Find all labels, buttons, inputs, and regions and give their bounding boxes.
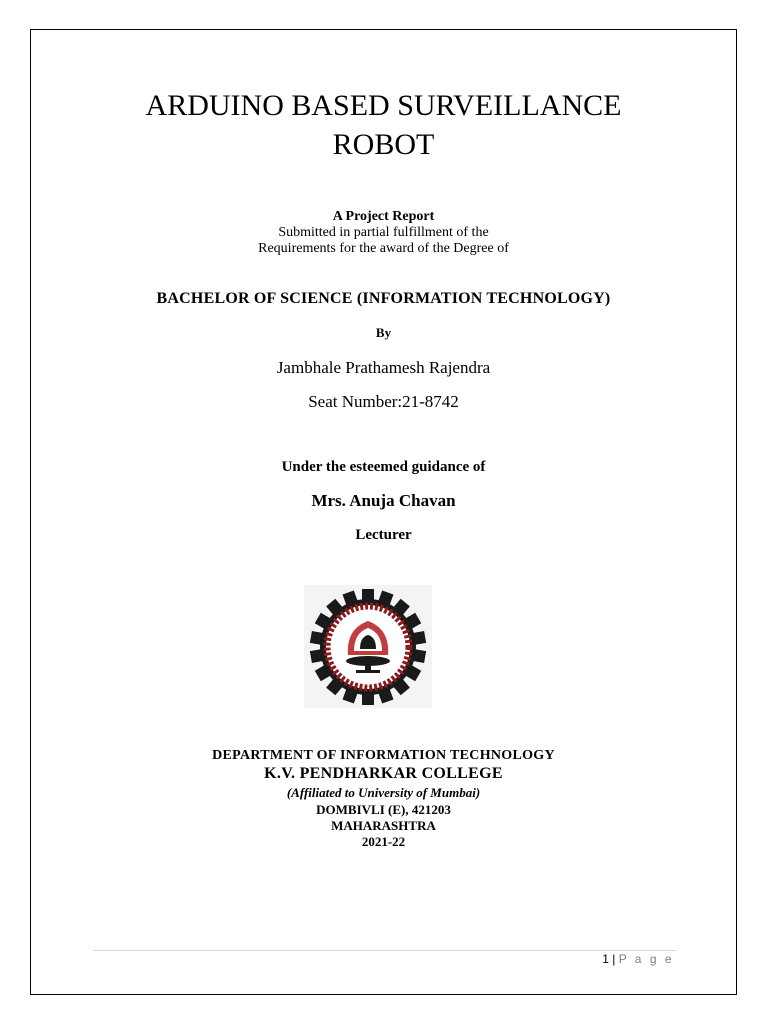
guide-role: Lecturer: [355, 527, 412, 543]
guide-name: Mrs. Anuja Chavan: [311, 491, 456, 510]
college-emblem-icon: [304, 585, 432, 708]
guidance-label: Under the esteemed guidance of: [281, 459, 486, 475]
report-type: A Project Report: [332, 209, 435, 224]
academic-year: 2021-22: [361, 834, 406, 849]
submission-line-2: Requirements for the award of the Degree of: [258, 241, 509, 256]
page-word: P a g e: [618, 952, 674, 966]
by-label: By: [375, 325, 392, 340]
seat-number: Seat Number:21-8742: [308, 392, 459, 411]
submission-line-1: Submitted in partial fulfillment of the: [278, 225, 489, 240]
page-footer: [602, 952, 674, 966]
address-line-1: DOMBIVLI (E), 421203: [316, 802, 451, 817]
page-number: 1: [602, 952, 609, 966]
page-separator: |: [612, 952, 616, 966]
department-name: DEPARTMENT OF INFORMATION TECHNOLOGY: [212, 748, 555, 763]
student-name: Jambhale Prathamesh Rajendra: [276, 358, 491, 377]
college-name: K.V. PENDHARKAR COLLEGE: [264, 765, 503, 782]
report-title: [30, 86, 737, 164]
page-border: [30, 29, 737, 995]
title-line-2: ROBOT: [332, 128, 435, 161]
submission-text: [30, 225, 737, 257]
degree-name: BACHELOR OF SCIENCE (INFORMATION TECHNOLOGY): [156, 290, 611, 307]
affiliation: (Affiliated to University of Mumbai): [286, 785, 481, 800]
title-line-1: ARDUINO BASED SURVEILLANCE: [145, 89, 622, 122]
footer-divider: [93, 950, 676, 951]
address-block: [30, 802, 737, 850]
address-line-2: MAHARASHTRA: [331, 818, 436, 833]
